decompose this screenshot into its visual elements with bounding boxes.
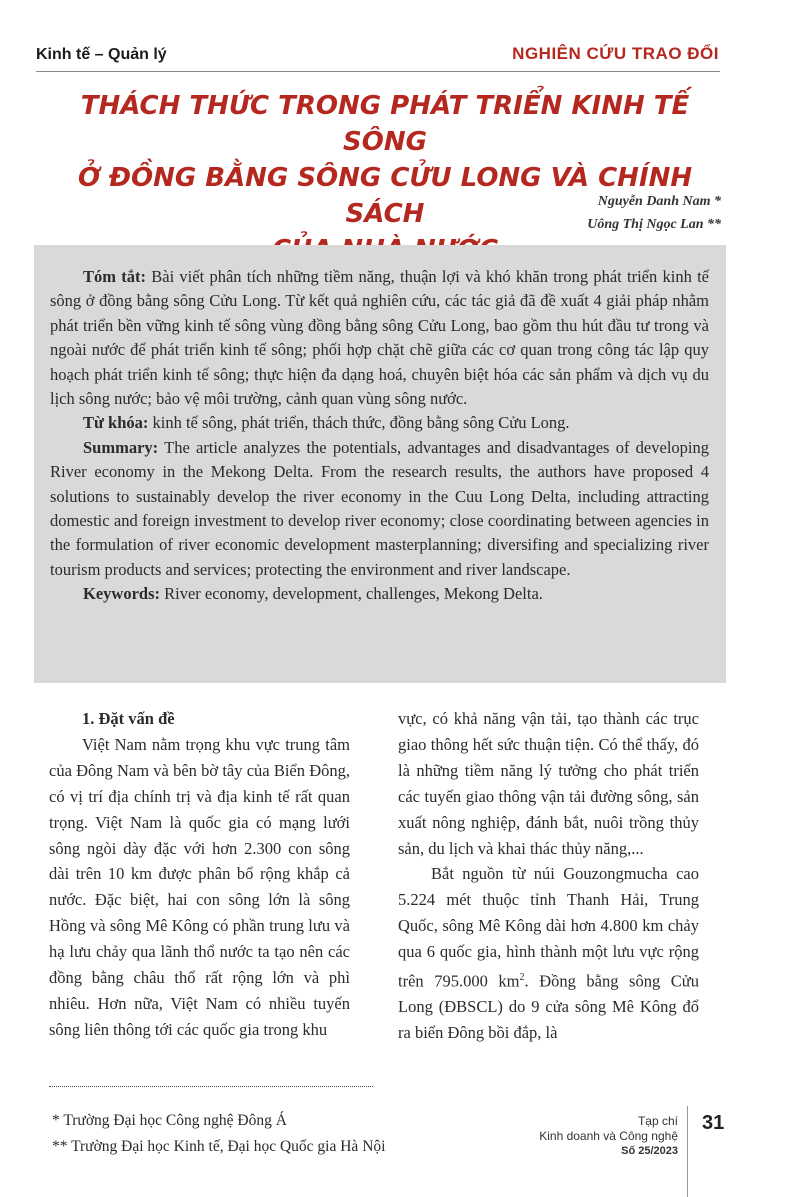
- footnote-2: ** Trường Đại học Kinh tế, Đại học Quốc gia Hà Nội: [52, 1138, 386, 1155]
- abstract-content: [50, 265, 709, 607]
- abstract-vi: [50, 265, 709, 411]
- body-text: . Đồng bằng sông Cửu Long (ĐBSCL) do 9 cửa sông Mê Kông đổ ra biển Đông bồi đắp, là: [398, 971, 699, 1043]
- superscript: 2: [519, 972, 525, 984]
- abstract-en-text: The article analyzes the potentials, advantages and disadvantages of developing River economy in the Mekong Delta. From the research results, the authors have proposed 4 solutions to sustainably develop the river economy in the Cuu Long Delta, including attracting domestic and foreign investment to develop river economy; close coordinating between agencies in the formulation of river economic development masterplanning; diversifing and specializing river tourism products and services; protecting the environment and river landscape.: [50, 437, 709, 579]
- article-title: [40, 88, 730, 268]
- section-label: Kinh tế – Quản lý: [36, 46, 167, 63]
- abstract-en-label: Summary:: [83, 437, 159, 457]
- body-column-right: [398, 706, 699, 1046]
- body-column-left: [49, 706, 350, 1043]
- section-heading: 1. Đặt vấn đề: [82, 709, 175, 728]
- journal-issue: Số 25/2023: [621, 1145, 678, 1157]
- journal-subtitle: Kinh doanh và Công nghệ: [539, 1129, 678, 1143]
- abstract-en: [50, 436, 709, 582]
- abstract-vi-text: Bài viết phân tích những tiềm năng, thuận lợi và khó khăn trong phát triển kinh tế sông ở đồng bằng sông Cửu Long. Từ kết quả nghiên cứu, các tác giả đã đề xuất 4 giải pháp nhằm phát triển bền vững kinh tế sông vùng đồng bằng sông Cửu Long, bao gồm thu hút đầu tư trong và ngoài nước để phát triển kinh tế sông; phối hợp chặt chẽ giữa các cơ quan trong công tác lập quy hoạch phát triển kinh tế sông; thực hiện đa dạng hoá, chuyên biệt hóa các sản phẩm và dịch vụ du lịch sông nước; bảo vệ môi trường, cảnh quan vùng sông nước.: [50, 267, 710, 409]
- journal-name: Tạp chí: [637, 1114, 678, 1128]
- author-2: Uông Thị Ngọc Lan **: [587, 217, 721, 232]
- title-line: THÁCH THỨC TRONG PHÁT TRIỂN KINH TẾ SÔNG: [80, 91, 690, 157]
- abstract-vi-label: Tóm tắt:: [83, 267, 146, 286]
- category-label: NGHIÊN CỨU TRAO ĐỔI: [512, 44, 719, 63]
- keywords-vi-text: kinh tế sông, phát triển, thách thức, đồng bằng sông Cửu Long.: [152, 413, 570, 433]
- keywords-en-label: Keywords:: [83, 584, 160, 604]
- journal-info: [520, 1114, 678, 1159]
- author-1: Nguyễn Danh Nam *: [597, 194, 721, 209]
- body-paragraph: Việt Nam nằm trọng khu vực trung tâm của Đông Nam và bên bờ tây của Biển Đông, có vị trí địa chính trị và địa kinh tế rất quan trọng. Việt Nam là quốc gia có mạng lưới sông ngòi dày đặc với hơn 2.300 con sông dài trên 10 km được phân bổ rộng khắp cả nước. Đặc biệt, hai con sông lớn là sông Hồng và sông Mê Kông có phần trung lưu và hạ lưu chảy qua lãnh thổ nước ta tạo nên các đồng bằng châu thổ rất rộng lớn và phì nhiêu. Hơn nữa, Việt Nam có nhiều tuyến sông liên thông tới các quốc gia trong khu: [49, 734, 350, 1039]
- body-text: Bắt nguồn từ núi Gouzongmucha cao 5.224 mét thuộc tỉnh Thanh Hải, Trung Quốc, sông Mê Kông dài hơn 4.800 km chảy qua 6 quốc gia, hình thành một lưu vực rộng trên 795.000 km: [398, 864, 699, 991]
- footer-divider: [687, 1106, 688, 1197]
- abstract-box: [34, 245, 726, 683]
- page-number: 31: [702, 1112, 725, 1134]
- title-line: Ở ĐỒNG BẰNG SÔNG CỬU LONG VÀ CHÍNH SÁCH: [77, 163, 693, 229]
- footnote-separator: [49, 1086, 373, 1087]
- body-paragraph: [398, 861, 699, 1046]
- keywords-en-text: River economy, development, challenges, Mekong Delta.: [164, 584, 543, 604]
- header-divider: [36, 71, 720, 72]
- body-paragraph: vực, có khả năng vận tải, tạo thành các trục giao thông hết sức thuận tiện. Có thể thấy, đó là những tiềm năng lý tưởng cho phát triển các tuyến giao thông vận tải đường sông, sản xuất nông nghiệp, đánh bắt, nuôi trồng thủy sản, du lịch và khai thác thủy năng,...: [398, 709, 699, 858]
- footnote-1: * Trường Đại học Công nghệ Đông Á: [52, 1112, 287, 1129]
- keywords-vi: [50, 411, 709, 435]
- keywords-en: [50, 582, 709, 606]
- keywords-vi-label: Từ khóa:: [83, 413, 149, 433]
